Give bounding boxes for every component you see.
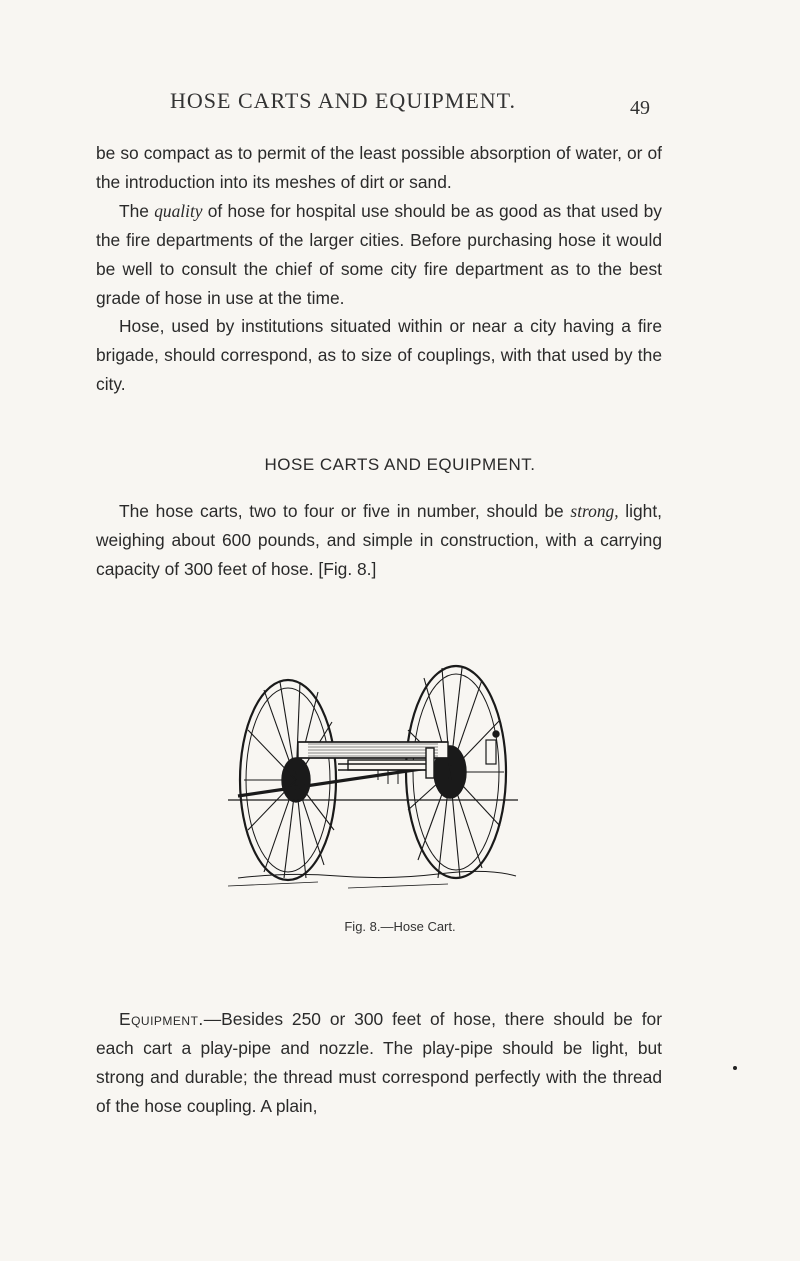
lead-word-equipment: Equipment.	[119, 1009, 204, 1029]
margin-dot	[733, 1066, 737, 1070]
paragraph-equipment	[96, 1005, 662, 1121]
text-span: of hose for hospital use should be as good as that used by the fire departments of the larger cities. Before purchasing hose it would be well to consult the chief of some city fire department as to the best grade of hose in use at the time.	[96, 200, 662, 308]
italic-quality: quality	[154, 200, 203, 221]
paragraph-quality	[96, 197, 662, 313]
running-head: HOSE CARTS AND EQUIPMENT.	[170, 88, 516, 113]
section-heading: HOSE CARTS AND EQUIPMENT.	[264, 455, 536, 474]
paragraph-couplings: Hose, used by institutions situated within or near a city having a fire brigade, should correspond, as to size of couplings, with that used by the city.	[96, 316, 662, 395]
italic-strong: strong,	[570, 501, 619, 521]
body-text-carts	[96, 497, 662, 584]
text-span: —Besides 250 or 300 feet of hose, there should be for each cart a play-pipe and nozzle. The play-pipe should be light, but strong and durable; the thread must correspond perfectly with the thread of the hose coupling. A plain,	[96, 1009, 662, 1116]
text-span: light, weighing about 600 pounds, and simple in construction, with a carrying capacity of 300 feet of hose. [Fig. 8.]	[96, 501, 662, 579]
page-number: 49	[630, 97, 650, 119]
text-span: The	[119, 200, 155, 221]
text-span: The hose carts, two to four or five in number, should be	[119, 501, 571, 521]
body-text-top	[96, 139, 662, 399]
figure-caption: Fig. 8.—Hose Cart.	[344, 919, 456, 934]
body-text-equipment	[96, 1005, 662, 1121]
paragraph-continuation: be so compact as to permit of the least possible absorption of water, or of the introduction into its meshes of dirt or sand.	[96, 143, 662, 192]
hose-cart-illustration	[228, 650, 518, 895]
paragraph-hose-carts	[96, 497, 662, 584]
